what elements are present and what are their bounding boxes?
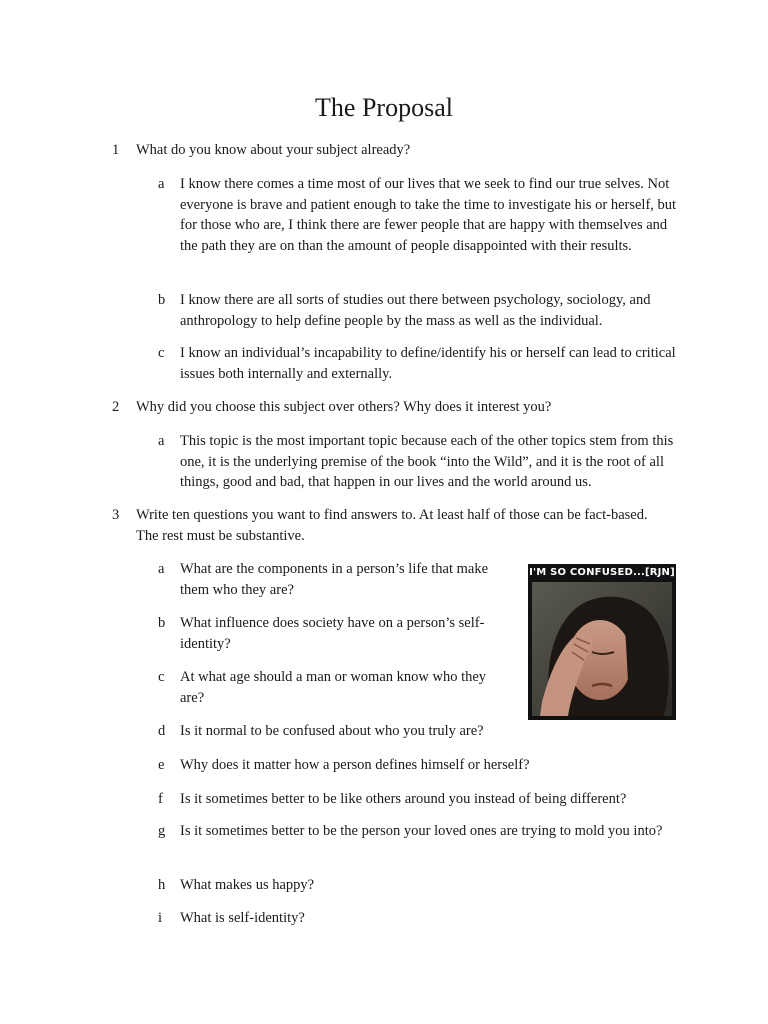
answer-letter: a <box>158 176 165 192</box>
meme-caption: I'M SO CONFUSED...[RJN] <box>529 567 675 578</box>
answer-text: Is it normal to be confused about who you truly are? <box>180 723 484 739</box>
answer-1c <box>158 343 678 384</box>
answer-1a <box>158 174 678 256</box>
question-text: Why did you choose this subject over others? Why does it interest you? <box>136 399 552 415</box>
answer-1b <box>158 290 678 331</box>
answer-3c <box>158 667 508 708</box>
answer-text: Why does it matter how a person defines himself or herself? <box>180 757 530 773</box>
question-2 <box>112 397 672 418</box>
answer-text: I know an individual’s incapability to define/identify his or herself can lead to critical issues both internally and externally. <box>180 345 676 382</box>
answer-3f <box>158 789 678 810</box>
question-1 <box>112 140 672 161</box>
answer-text: What are the components in a person’s life that make them who they are? <box>180 561 489 598</box>
answer-letter: i <box>158 910 163 926</box>
answer-3i <box>158 908 678 929</box>
answer-letter: b <box>158 292 166 308</box>
answer-letter: d <box>158 723 166 739</box>
answer-text: This topic is the most important topic because each of the other topics stem from this one, it is the underlying premise of the book “into the Wild”, and it is the root of all things, good and bad, that happen in our lives and the world around us. <box>180 433 674 491</box>
question-text: What do you know about your subject already? <box>136 142 411 158</box>
answer-text: I know there comes a time most of our lives that we seek to find our true selves. Not everyone is brave and patient enough to take the time to investigate his or herself, but for those who are, I think there are fewer people that are happy with themselves and the path they are on than the amount of people disappointed with their results. <box>180 176 677 254</box>
answer-3g <box>158 821 678 842</box>
answer-text: I know there are all sorts of studies out there between psychology, sociology, and anthropology to help define people by the mass as well as the individual. <box>180 292 651 329</box>
question-text: Write ten questions you want to find answers to. At least half of those can be fact-based. The rest must be substantive. <box>136 507 648 544</box>
question-number: 1 <box>112 142 120 158</box>
answer-letter: c <box>158 669 165 685</box>
question-number: 3 <box>112 507 120 523</box>
answer-letter: h <box>158 877 166 893</box>
answer-letter: b <box>158 615 166 631</box>
answer-letter: c <box>158 345 165 361</box>
answer-3d <box>158 721 678 742</box>
answer-letter: a <box>158 561 165 577</box>
answer-3a <box>158 559 508 600</box>
answer-2a <box>158 431 678 493</box>
facepalm-photo-illustration <box>532 582 672 716</box>
answer-text: Is it sometimes better to be like others around you instead of being different? <box>180 791 627 807</box>
question-3 <box>112 505 672 547</box>
page-title: The Proposal <box>315 93 453 122</box>
answer-letter: a <box>158 433 165 449</box>
answer-3b <box>158 613 508 654</box>
answer-text: What makes us happy? <box>180 877 315 893</box>
answer-text: Is it sometimes better to be the person your loved ones are trying to mold you into? <box>180 823 663 839</box>
answer-3h <box>158 875 678 896</box>
answer-text: What influence does society have on a person’s self-identity? <box>180 615 485 652</box>
answer-letter: e <box>158 757 165 773</box>
answer-text: What is self-identity? <box>180 910 305 926</box>
answer-letter: f <box>158 791 163 807</box>
answer-3e <box>158 755 678 776</box>
question-number: 2 <box>112 399 120 415</box>
answer-letter: g <box>158 823 166 839</box>
answer-text: At what age should a man or woman know who they are? <box>180 669 487 706</box>
confused-meme-image <box>528 564 676 720</box>
